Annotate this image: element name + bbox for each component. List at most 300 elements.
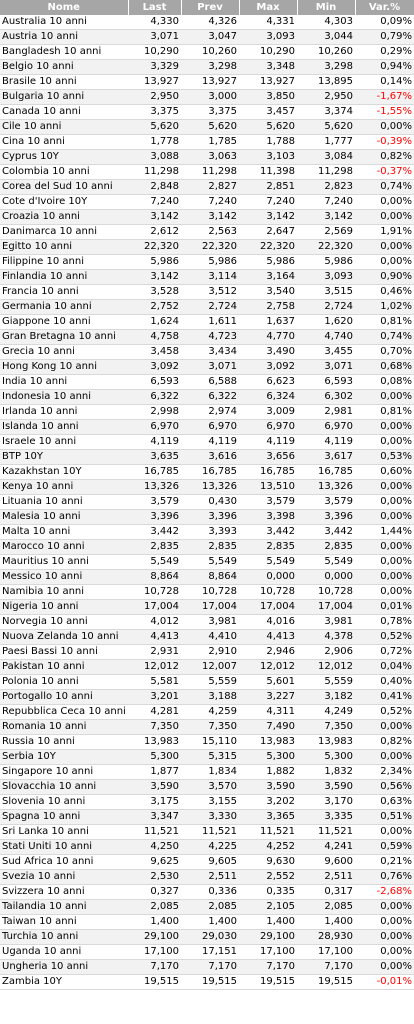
cell-prev: 7,350	[181, 720, 239, 735]
cell-max: 4,119	[239, 435, 297, 450]
cell-name: Malesia 10 anni	[0, 510, 128, 525]
table-row[interactable]	[0, 495, 414, 510]
cell-prev: 3,512	[181, 285, 239, 300]
cell-min: 5,549	[297, 555, 355, 570]
cell-var: 0,09%	[355, 15, 414, 30]
table-row[interactable]	[0, 390, 414, 405]
table-row[interactable]	[0, 825, 414, 840]
cell-name: Stati Uniti 10 anni	[0, 840, 128, 855]
table-row[interactable]	[0, 570, 414, 585]
cell-min: 28,930	[297, 930, 355, 945]
cell-prev: 29,030	[181, 930, 239, 945]
cell-prev: 4,259	[181, 705, 239, 720]
cell-var: 0,29%	[355, 45, 414, 60]
cell-var: 0,00%	[355, 495, 414, 510]
cell-last: 4,758	[128, 330, 181, 345]
table-row[interactable]	[0, 315, 414, 330]
cell-var: 0,00%	[355, 480, 414, 495]
cell-min: 3,442	[297, 525, 355, 540]
cell-max: 3,398	[239, 510, 297, 525]
cell-max: 4,311	[239, 705, 297, 720]
cell-max: 3,540	[239, 285, 297, 300]
cell-prev: 0,336	[181, 885, 239, 900]
cell-prev: 9,605	[181, 855, 239, 870]
cell-last: 3,142	[128, 210, 181, 225]
cell-prev: 4,410	[181, 630, 239, 645]
cell-var: 0,46%	[355, 285, 414, 300]
cell-max: 7,490	[239, 720, 297, 735]
cell-var: 0,00%	[355, 915, 414, 930]
table-row[interactable]	[0, 915, 414, 930]
cell-min: 3,182	[297, 690, 355, 705]
cell-name: Turchia 10 anni	[0, 930, 128, 945]
cell-var: 0,00%	[355, 750, 414, 765]
cell-name: Pakistan 10 anni	[0, 660, 128, 675]
table-row[interactable]	[0, 480, 414, 495]
cell-min: 12,012	[297, 660, 355, 675]
cell-prev: 5,986	[181, 255, 239, 270]
cell-name: Francia 10 anni	[0, 285, 128, 300]
cell-name: Irlanda 10 anni	[0, 405, 128, 420]
cell-max: 3,202	[239, 795, 297, 810]
cell-name: Marocco 10 anni	[0, 540, 128, 555]
cell-var: 0,00%	[355, 825, 414, 840]
table-row[interactable]	[0, 345, 414, 360]
table-row[interactable]	[0, 300, 414, 315]
cell-var: 0,74%	[355, 180, 414, 195]
table-row[interactable]	[0, 435, 414, 450]
cell-min: 9,600	[297, 855, 355, 870]
cell-max: 11,521	[239, 825, 297, 840]
column-header-var[interactable]: Var.%	[355, 0, 414, 15]
cell-var: 0,78%	[355, 615, 414, 630]
cell-name: Kenya 10 anni	[0, 480, 128, 495]
cell-var: 0,00%	[355, 255, 414, 270]
cell-max: 2,851	[239, 180, 297, 195]
column-header-min[interactable]: Min	[297, 0, 355, 15]
cell-max: 3,457	[239, 105, 297, 120]
table-row[interactable]	[0, 510, 414, 525]
table-row[interactable]	[0, 840, 414, 855]
cell-var: 1,91%	[355, 225, 414, 240]
cell-prev: 1,611	[181, 315, 239, 330]
cell-min: 2,823	[297, 180, 355, 195]
cell-min: 1,777	[297, 135, 355, 150]
cell-var: 0,00%	[355, 510, 414, 525]
cell-var: 0,51%	[355, 810, 414, 825]
table-row[interactable]	[0, 795, 414, 810]
cell-min: 3,590	[297, 780, 355, 795]
table-row[interactable]	[0, 810, 414, 825]
table-row[interactable]	[0, 75, 414, 90]
cell-min: 4,303	[297, 15, 355, 30]
cell-min: 13,983	[297, 735, 355, 750]
table-header-row	[0, 0, 414, 15]
cell-var: 0,08%	[355, 375, 414, 390]
cell-var: 0,01%	[355, 600, 414, 615]
table-row[interactable]	[0, 960, 414, 975]
table-row[interactable]	[0, 105, 414, 120]
cell-last: 9,625	[128, 855, 181, 870]
table-row[interactable]	[0, 930, 414, 945]
table-row[interactable]	[0, 210, 414, 225]
cell-last: 3,396	[128, 510, 181, 525]
table-row[interactable]	[0, 420, 414, 435]
cell-max: 1,788	[239, 135, 297, 150]
table-row[interactable]	[0, 690, 414, 705]
cell-last: 5,986	[128, 255, 181, 270]
cell-var: 0,04%	[355, 660, 414, 675]
cell-prev: 5,620	[181, 120, 239, 135]
cell-min: 10,728	[297, 585, 355, 600]
cell-name: Taiwan 10 anni	[0, 915, 128, 930]
cell-name: Egitto 10 anni	[0, 240, 128, 255]
cell-min: 3,396	[297, 510, 355, 525]
cell-min: 4,378	[297, 630, 355, 645]
cell-name: Germania 10 anni	[0, 300, 128, 315]
cell-last: 4,250	[128, 840, 181, 855]
cell-last: 2,950	[128, 90, 181, 105]
cell-name: Islanda 10 anni	[0, 420, 128, 435]
cell-min: 19,515	[297, 975, 355, 990]
cell-min: 1,620	[297, 315, 355, 330]
cell-max: 3,164	[239, 270, 297, 285]
cell-min: 3,515	[297, 285, 355, 300]
cell-max: 4,331	[239, 15, 297, 30]
cell-max: 3,442	[239, 525, 297, 540]
cell-max: 0,335	[239, 885, 297, 900]
cell-prev: 10,260	[181, 45, 239, 60]
cell-name: Gran Bretagna 10 anni	[0, 330, 128, 345]
cell-last: 13,983	[128, 735, 181, 750]
table-row[interactable]	[0, 630, 414, 645]
cell-max: 3,656	[239, 450, 297, 465]
cell-name: Russia 10 anni	[0, 735, 128, 750]
cell-min: 3,617	[297, 450, 355, 465]
cell-name: Sri Lanka 10 anni	[0, 825, 128, 840]
table-row[interactable]	[0, 255, 414, 270]
cell-last: 3,635	[128, 450, 181, 465]
cell-name: Colombia 10 anni	[0, 165, 128, 180]
table-row[interactable]	[0, 450, 414, 465]
cell-min: 16,785	[297, 465, 355, 480]
cell-last: 3,442	[128, 525, 181, 540]
cell-max: 7,170	[239, 960, 297, 975]
cell-max: 2,758	[239, 300, 297, 315]
cell-max: 3,365	[239, 810, 297, 825]
cell-prev: 7,240	[181, 195, 239, 210]
table-row[interactable]	[0, 45, 414, 60]
cell-last: 3,579	[128, 495, 181, 510]
cell-name: Slovacchia 10 anni	[0, 780, 128, 795]
cell-name: Cyprus 10Y	[0, 150, 128, 165]
cell-min: 3,298	[297, 60, 355, 75]
cell-last: 3,088	[128, 150, 181, 165]
cell-var: 0,00%	[355, 390, 414, 405]
cell-last: 3,347	[128, 810, 181, 825]
cell-name: Croazia 10 anni	[0, 210, 128, 225]
cell-prev: 2,563	[181, 225, 239, 240]
cell-min: 11,521	[297, 825, 355, 840]
table-row[interactable]	[0, 885, 414, 900]
cell-prev: 3,188	[181, 690, 239, 705]
cell-name: Romania 10 anni	[0, 720, 128, 735]
table-row[interactable]	[0, 465, 414, 480]
table-row[interactable]	[0, 540, 414, 555]
table-row[interactable]	[0, 870, 414, 885]
cell-last: 17,004	[128, 600, 181, 615]
cell-var: -1,55%	[355, 105, 414, 120]
table-row[interactable]	[0, 600, 414, 615]
cell-max: 9,630	[239, 855, 297, 870]
cell-last: 2,612	[128, 225, 181, 240]
cell-min: 17,100	[297, 945, 355, 960]
table-row[interactable]	[0, 765, 414, 780]
table-row[interactable]	[0, 285, 414, 300]
cell-last: 16,785	[128, 465, 181, 480]
table-row[interactable]	[0, 675, 414, 690]
cell-name: Nuova Zelanda 10 anni	[0, 630, 128, 645]
table-row[interactable]	[0, 165, 414, 180]
table-row[interactable]	[0, 900, 414, 915]
cell-last: 1,400	[128, 915, 181, 930]
cell-prev: 2,974	[181, 405, 239, 420]
cell-prev: 11,521	[181, 825, 239, 840]
cell-prev: 3,155	[181, 795, 239, 810]
cell-last: 0,327	[128, 885, 181, 900]
column-header-prev[interactable]: Prev	[181, 0, 239, 15]
cell-last: 8,864	[128, 570, 181, 585]
table-row[interactable]	[0, 30, 414, 45]
cell-min: 6,970	[297, 420, 355, 435]
cell-name: Finlandia 10 anni	[0, 270, 128, 285]
cell-var: -0,39%	[355, 135, 414, 150]
cell-prev: 19,515	[181, 975, 239, 990]
table-row[interactable]	[0, 15, 414, 30]
cell-name: Repubblica Ceca 10 anni	[0, 705, 128, 720]
cell-last: 2,848	[128, 180, 181, 195]
cell-prev: 1,834	[181, 765, 239, 780]
table-row[interactable]	[0, 975, 414, 990]
cell-prev: 12,007	[181, 660, 239, 675]
table-row[interactable]	[0, 405, 414, 420]
cell-min: 3,093	[297, 270, 355, 285]
cell-max: 2,946	[239, 645, 297, 660]
cell-prev: 3,375	[181, 105, 239, 120]
cell-last: 3,590	[128, 780, 181, 795]
table-row[interactable]	[0, 780, 414, 795]
cell-name: Slovenia 10 anni	[0, 795, 128, 810]
cell-max: 13,510	[239, 480, 297, 495]
cell-min: 2,085	[297, 900, 355, 915]
table-row[interactable]	[0, 735, 414, 750]
cell-name: Giappone 10 anni	[0, 315, 128, 330]
cell-var: 1,44%	[355, 525, 414, 540]
table-row[interactable]	[0, 120, 414, 135]
table-row[interactable]	[0, 135, 414, 150]
cell-max: 4,770	[239, 330, 297, 345]
cell-min: 0,000	[297, 570, 355, 585]
cell-prev: 0,430	[181, 495, 239, 510]
cell-name: Polonia 10 anni	[0, 675, 128, 690]
cell-name: Mauritius 10 anni	[0, 555, 128, 570]
cell-var: 0,70%	[355, 345, 414, 360]
cell-last: 13,326	[128, 480, 181, 495]
cell-last: 29,100	[128, 930, 181, 945]
table-row[interactable]	[0, 705, 414, 720]
cell-max: 5,620	[239, 120, 297, 135]
cell-prev: 3,114	[181, 270, 239, 285]
cell-var: 0,81%	[355, 315, 414, 330]
cell-var: 0,00%	[355, 435, 414, 450]
cell-last: 3,142	[128, 270, 181, 285]
column-header-nome[interactable]: Nome	[0, 0, 128, 15]
cell-name: Canada 10 anni	[0, 105, 128, 120]
cell-min: 3,579	[297, 495, 355, 510]
table-row[interactable]	[0, 645, 414, 660]
table-row[interactable]	[0, 180, 414, 195]
cell-max: 7,240	[239, 195, 297, 210]
table-row[interactable]	[0, 945, 414, 960]
cell-last: 3,201	[128, 690, 181, 705]
table-row[interactable]	[0, 375, 414, 390]
cell-var: 0,00%	[355, 555, 414, 570]
cell-prev: 4,723	[181, 330, 239, 345]
table-row[interactable]	[0, 750, 414, 765]
cell-max: 11,398	[239, 165, 297, 180]
cell-max: 1,400	[239, 915, 297, 930]
table-row[interactable]	[0, 855, 414, 870]
table-row[interactable]	[0, 90, 414, 105]
cell-prev: 11,298	[181, 165, 239, 180]
cell-last: 4,281	[128, 705, 181, 720]
cell-min: 2,950	[297, 90, 355, 105]
cell-var: 0,00%	[355, 585, 414, 600]
cell-min: 7,240	[297, 195, 355, 210]
cell-max: 3,227	[239, 690, 297, 705]
cell-last: 4,330	[128, 15, 181, 30]
cell-max: 1,882	[239, 765, 297, 780]
cell-prev: 5,315	[181, 750, 239, 765]
cell-prev: 3,047	[181, 30, 239, 45]
table-row[interactable]	[0, 270, 414, 285]
cell-var: 0,00%	[355, 120, 414, 135]
cell-max: 17,004	[239, 600, 297, 615]
cell-last: 3,375	[128, 105, 181, 120]
column-header-last[interactable]: Last	[128, 0, 181, 15]
table-row[interactable]	[0, 330, 414, 345]
cell-last: 7,170	[128, 960, 181, 975]
table-row[interactable]	[0, 585, 414, 600]
cell-last: 6,970	[128, 420, 181, 435]
cell-max: 0,000	[239, 570, 297, 585]
cell-name: Bangladesh 10 anni	[0, 45, 128, 60]
cell-var: 0,63%	[355, 795, 414, 810]
cell-var: 0,40%	[355, 675, 414, 690]
cell-max: 13,927	[239, 75, 297, 90]
cell-prev: 13,326	[181, 480, 239, 495]
cell-prev: 3,393	[181, 525, 239, 540]
table-row[interactable]	[0, 150, 414, 165]
cell-prev: 3,000	[181, 90, 239, 105]
table-row[interactable]	[0, 660, 414, 675]
cell-max: 6,324	[239, 390, 297, 405]
cell-prev: 6,322	[181, 390, 239, 405]
cell-var: 0,60%	[355, 465, 414, 480]
cell-var: 0,74%	[355, 330, 414, 345]
cell-name: BTP 10Y	[0, 450, 128, 465]
cell-prev: 16,785	[181, 465, 239, 480]
cell-var: 0,68%	[355, 360, 414, 375]
cell-prev: 3,434	[181, 345, 239, 360]
cell-last: 3,458	[128, 345, 181, 360]
cell-last: 3,175	[128, 795, 181, 810]
table-row[interactable]	[0, 615, 414, 630]
cell-max: 5,300	[239, 750, 297, 765]
cell-last: 19,515	[128, 975, 181, 990]
cell-var: 0,90%	[355, 270, 414, 285]
cell-min: 2,569	[297, 225, 355, 240]
table-row[interactable]	[0, 525, 414, 540]
cell-max: 6,623	[239, 375, 297, 390]
cell-name: Cina 10 anni	[0, 135, 128, 150]
cell-min: 6,302	[297, 390, 355, 405]
cell-max: 4,252	[239, 840, 297, 855]
cell-prev: 3,063	[181, 150, 239, 165]
cell-var: 0,00%	[355, 720, 414, 735]
cell-var: 0,00%	[355, 930, 414, 945]
cell-var: 2,34%	[355, 765, 414, 780]
cell-min: 7,350	[297, 720, 355, 735]
table-row[interactable]	[0, 555, 414, 570]
cell-min: 13,895	[297, 75, 355, 90]
table-row[interactable]	[0, 60, 414, 75]
table-row[interactable]	[0, 195, 414, 210]
cell-last: 2,530	[128, 870, 181, 885]
column-header-max[interactable]: Max	[239, 0, 297, 15]
cell-max: 3,009	[239, 405, 297, 420]
cell-var: 0,59%	[355, 840, 414, 855]
cell-min: 3,044	[297, 30, 355, 45]
cell-name: Danimarca 10 anni	[0, 225, 128, 240]
cell-max: 3,092	[239, 360, 297, 375]
cell-min: 3,455	[297, 345, 355, 360]
cell-name: Malta 10 anni	[0, 525, 128, 540]
cell-min: 22,320	[297, 240, 355, 255]
table-row[interactable]	[0, 720, 414, 735]
cell-min: 13,326	[297, 480, 355, 495]
cell-var: 0,14%	[355, 75, 414, 90]
cell-min: 4,740	[297, 330, 355, 345]
table-row[interactable]	[0, 360, 414, 375]
cell-var: 0,81%	[355, 405, 414, 420]
table-row[interactable]	[0, 240, 414, 255]
cell-max: 3,093	[239, 30, 297, 45]
cell-name: Tailandia 10 anni	[0, 900, 128, 915]
cell-max: 3,850	[239, 90, 297, 105]
cell-last: 7,350	[128, 720, 181, 735]
cell-min: 2,906	[297, 645, 355, 660]
cell-var: 0,00%	[355, 960, 414, 975]
cell-min: 3,170	[297, 795, 355, 810]
table-row[interactable]	[0, 225, 414, 240]
cell-prev: 3,298	[181, 60, 239, 75]
cell-name: Namibia 10 anni	[0, 585, 128, 600]
cell-prev: 5,559	[181, 675, 239, 690]
cell-max: 6,970	[239, 420, 297, 435]
cell-last: 11,521	[128, 825, 181, 840]
cell-prev: 2,910	[181, 645, 239, 660]
